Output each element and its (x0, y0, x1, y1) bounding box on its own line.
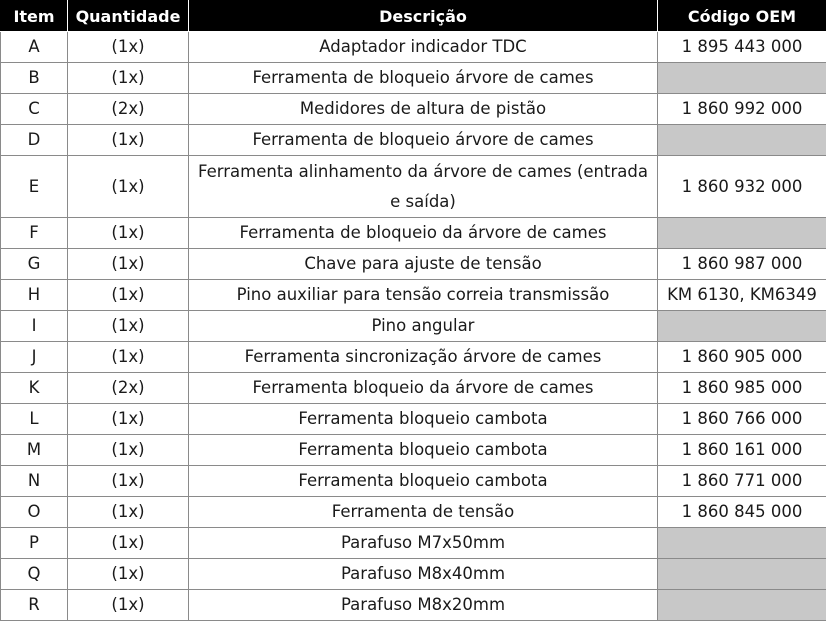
cell-description: Ferramenta bloqueio da árvore de cames (189, 373, 658, 404)
cell-description: Ferramenta de tensão (189, 497, 658, 528)
cell-oem (658, 125, 826, 156)
table-row (1, 32, 826, 63)
cell-quantity: (1x) (68, 32, 189, 63)
cell-item: M (1, 435, 68, 466)
cell-quantity: (2x) (68, 94, 189, 125)
header-oem: Código OEM (658, 1, 826, 32)
table-row (1, 218, 826, 249)
cell-description: Parafuso M8x20mm (189, 590, 658, 621)
cell-item: G (1, 249, 68, 280)
cell-description: Ferramenta de bloqueio árvore de cames (189, 63, 658, 94)
cell-oem: 1 860 771 000 (658, 466, 826, 497)
cell-oem (658, 311, 826, 342)
table-row (1, 249, 826, 280)
cell-description: Ferramenta de bloqueio da árvore de cames (189, 218, 658, 249)
cell-oem: 1 860 985 000 (658, 373, 826, 404)
cell-quantity: (1x) (68, 311, 189, 342)
cell-oem: 1 860 987 000 (658, 249, 826, 280)
cell-quantity: (1x) (68, 342, 189, 373)
cell-oem: 1 860 161 000 (658, 435, 826, 466)
table-row (1, 125, 826, 156)
table-row (1, 466, 826, 497)
cell-item: K (1, 373, 68, 404)
cell-item: A (1, 32, 68, 63)
table-row (1, 311, 826, 342)
cell-oem: 1 860 845 000 (658, 497, 826, 528)
cell-description: Ferramenta bloqueio cambota (189, 404, 658, 435)
cell-oem (658, 63, 826, 94)
cell-oem: 1 895 443 000 (658, 32, 826, 63)
cell-item: I (1, 311, 68, 342)
cell-quantity: (1x) (68, 125, 189, 156)
table-row (1, 63, 826, 94)
cell-quantity: (1x) (68, 63, 189, 94)
table-row (1, 94, 826, 125)
cell-quantity: (1x) (68, 218, 189, 249)
table-row (1, 404, 826, 435)
cell-oem: KM 6130, KM6349 (658, 280, 826, 311)
cell-item: E (1, 156, 68, 218)
cell-description: Ferramenta bloqueio cambota (189, 435, 658, 466)
cell-description: Pino auxiliar para tensão correia transmissão (189, 280, 658, 311)
cell-quantity: (1x) (68, 156, 189, 218)
header-item: Item (1, 1, 68, 32)
cell-description: Parafuso M8x40mm (189, 559, 658, 590)
cell-item: D (1, 125, 68, 156)
header-row (1, 1, 826, 32)
cell-item: Q (1, 559, 68, 590)
cell-oem: 1 860 905 000 (658, 342, 826, 373)
table-body (1, 32, 826, 621)
table-row (1, 280, 826, 311)
cell-quantity: (1x) (68, 280, 189, 311)
cell-oem (658, 590, 826, 621)
cell-quantity: (1x) (68, 497, 189, 528)
cell-item: C (1, 94, 68, 125)
cell-item: J (1, 342, 68, 373)
cell-item: O (1, 497, 68, 528)
header-description: Descrição (189, 1, 658, 32)
cell-description: Ferramenta de bloqueio árvore de cames (189, 125, 658, 156)
cell-item: L (1, 404, 68, 435)
cell-description: Medidores de altura de pistão (189, 94, 658, 125)
cell-oem (658, 559, 826, 590)
cell-oem: 1 860 992 000 (658, 94, 826, 125)
cell-description: Ferramenta sincronização árvore de cames (189, 342, 658, 373)
cell-quantity: (1x) (68, 590, 189, 621)
cell-quantity: (1x) (68, 435, 189, 466)
cell-description: Ferramenta alinhamento da árvore de cames (entrada e saída) (189, 156, 658, 218)
cell-item: F (1, 218, 68, 249)
table-row (1, 497, 826, 528)
cell-item: P (1, 528, 68, 559)
cell-quantity: (1x) (68, 404, 189, 435)
cell-description: Parafuso M7x50mm (189, 528, 658, 559)
cell-oem (658, 528, 826, 559)
table-row (1, 528, 826, 559)
table-row (1, 435, 826, 466)
table-row (1, 559, 826, 590)
cell-item: B (1, 63, 68, 94)
cell-quantity: (1x) (68, 249, 189, 280)
cell-oem (658, 218, 826, 249)
cell-item: N (1, 466, 68, 497)
cell-quantity: (1x) (68, 559, 189, 590)
cell-description: Chave para ajuste de tensão (189, 249, 658, 280)
cell-quantity: (1x) (68, 528, 189, 559)
cell-description: Adaptador indicador TDC (189, 32, 658, 63)
cell-quantity: (1x) (68, 466, 189, 497)
table-row (1, 342, 826, 373)
table-row (1, 590, 826, 621)
cell-description: Ferramenta bloqueio cambota (189, 466, 658, 497)
cell-quantity: (2x) (68, 373, 189, 404)
cell-description: Pino angular (189, 311, 658, 342)
cell-item: H (1, 280, 68, 311)
cell-oem: 1 860 766 000 (658, 404, 826, 435)
cell-oem: 1 860 932 000 (658, 156, 826, 218)
table-row (1, 156, 826, 218)
header-quantity: Quantidade (68, 1, 189, 32)
table-row (1, 373, 826, 404)
cell-item: R (1, 590, 68, 621)
